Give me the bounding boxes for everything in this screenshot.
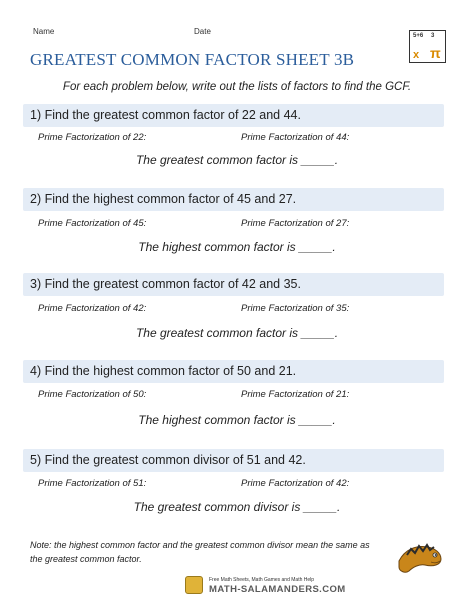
problem-5-pf-left: Prime Factorization of 51:: [38, 478, 147, 489]
problem-4-band: [23, 360, 444, 383]
problem-2-pf-right: Prime Factorization of 27:: [241, 218, 350, 229]
footnote: Note: the highest common factor and the greatest common divisor mean the same as the greatest common factor.: [30, 540, 370, 564]
logo-cell-4: π: [430, 45, 441, 61]
footer: [185, 575, 405, 597]
problem-5-pf-right: Prime Factorization of 42:: [241, 478, 350, 489]
problem-4-pf-left: Prime Factorization of 50:: [38, 389, 147, 400]
problem-2-answer: The highest common factor is _____.: [138, 240, 336, 254]
logo-cell-3: x: [413, 49, 420, 61]
instructions: For each problem below, write out the lists of factors to find the GCF.: [62, 81, 412, 93]
page-title: GREATEST COMMON FACTOR SHEET 3B: [30, 50, 355, 69]
problem-5-band: [23, 449, 444, 472]
salamander-emblem-icon: [185, 576, 203, 594]
problem-3-pf-left: Prime Factorization of 42:: [38, 303, 147, 314]
problem-3-band: [23, 273, 444, 296]
problem-4-question: 4) Find the highest common factor of 50 and 21.: [30, 364, 297, 378]
problem-3-answer: The greatest common factor is _____.: [135, 326, 339, 340]
problem-3-question: 3) Find the greatest common factor of 42 and 35.: [30, 277, 301, 291]
footer-tagline: Free Math Sheets, Math Games and Math Help: [209, 577, 315, 583]
problem-1-pf-right: Prime Factorization of 44:: [241, 132, 350, 143]
footer-brand[interactable]: MATH-SALAMANDERS.COM: [209, 584, 346, 595]
problem-2-question: 2) Find the highest common factor of 45 and 27.: [30, 192, 297, 206]
logo-cell-2: 3: [431, 33, 435, 39]
problem-2-band: [23, 188, 444, 211]
math-salamanders-logo: [409, 30, 446, 63]
problem-1-answer: The greatest common factor is _____.: [135, 153, 339, 167]
logo-cell-1: 5+6: [413, 33, 424, 39]
problem-1-band: [23, 104, 444, 127]
name-label: Name: [33, 27, 55, 36]
problem-1-question: 1) Find the greatest common factor of 22 and 44.: [30, 108, 301, 122]
problem-5-question: 5) Find the greatest common divisor of 51 and 42.: [30, 453, 306, 467]
salamander-icon: [395, 531, 445, 575]
problem-3-pf-right: Prime Factorization of 35:: [241, 303, 350, 314]
date-label: Date: [194, 27, 211, 36]
problem-4-pf-right: Prime Factorization of 21:: [241, 389, 350, 400]
problem-2-pf-left: Prime Factorization of 45:: [38, 218, 147, 229]
problem-1-pf-left: Prime Factorization of 22:: [38, 132, 147, 143]
problem-5-answer: The greatest common divisor is _____.: [133, 500, 341, 514]
problem-4-answer: The highest common factor is _____.: [138, 413, 336, 427]
